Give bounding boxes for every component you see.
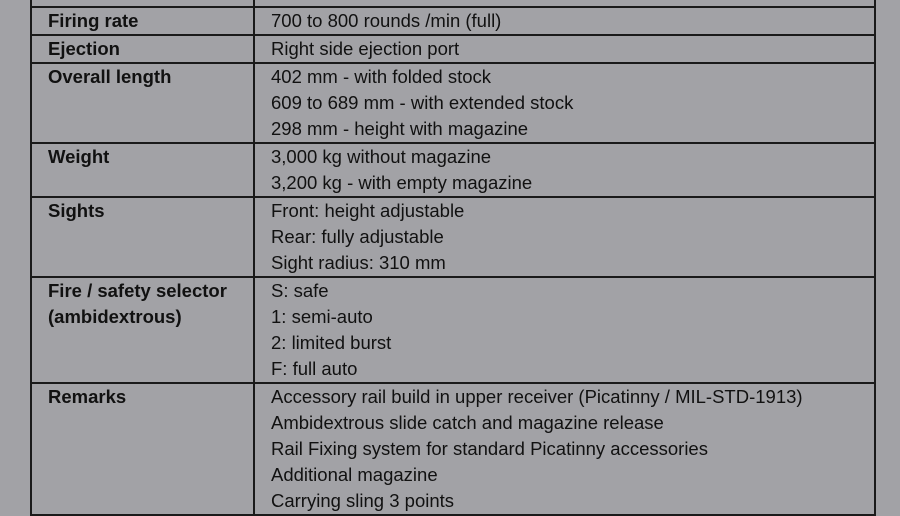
spec-label-cell [31,143,254,197]
spec-value-cell [254,383,875,515]
spec-value-cell [254,7,875,35]
spec-value: F: full auto [271,358,358,379]
spec-value-cell [254,35,875,63]
spec-value: Ambidextrous slide catch and magazine release [271,412,664,433]
spec-label: Fire / safety selector [48,280,227,301]
spec-value: 2: limited burst [271,332,392,353]
spec-value: 298 mm - height with magazine [271,118,529,139]
spec-label: Weight [48,146,110,167]
spec-value: Additional magazine [271,464,438,485]
spec-value: Accessory rail build in upper receiver (Picatinny / MIL-STD-1913) [271,386,803,407]
spec-value: Rear: fully adjustable [271,226,444,247]
spec-value: Carrying sling 3 points [271,490,455,511]
table-row [31,277,875,383]
spec-label-cell [31,0,254,7]
spec-value: Right side ejection port [271,38,460,59]
spec-value: Front: height adjustable [271,200,465,221]
spec-label-cell [31,63,254,143]
specifications-table [30,0,876,516]
table-row [31,35,875,63]
spec-label-cell [31,35,254,63]
spec-value: 1: semi-auto [271,306,373,327]
spec-label-cell [31,197,254,277]
spec-value-cell [254,197,875,277]
spec-value: 3,000 kg without magazine [271,146,492,167]
spec-label: Sights [48,200,105,221]
spec-value: 609 to 689 mm - with extended stock [271,92,574,113]
spec-label-cell [31,277,254,383]
spec-value-cell [254,0,875,7]
table-row [31,197,875,277]
table-row [31,7,875,35]
spec-label: Remarks [48,386,127,407]
spec-value-cell [254,63,875,143]
spec-value: 402 mm - with folded stock [271,66,492,87]
spec-label: Firing rate [48,10,139,31]
table-row-cut-off [31,0,875,7]
spec-label-cell [31,383,254,515]
spec-value-cell [254,277,875,383]
spec-label: Ejection [48,38,120,59]
spec-label-cell [31,7,254,35]
table-row [31,63,875,143]
spec-value: S: safe [271,280,329,301]
table-row [31,143,875,197]
spec-value: Rail Fixing system for standard Picatinny accessories [271,438,708,459]
spec-label: Overall length [48,66,172,87]
table-row [31,383,875,515]
spec-label: (ambidextrous) [48,306,182,327]
spec-value: Sight radius: 310 mm [271,252,446,273]
spec-value: 700 to 800 rounds /min (full) [271,10,502,31]
spec-value-cell [254,143,875,197]
spec-value: 3,200 kg - with empty magazine [271,172,533,193]
